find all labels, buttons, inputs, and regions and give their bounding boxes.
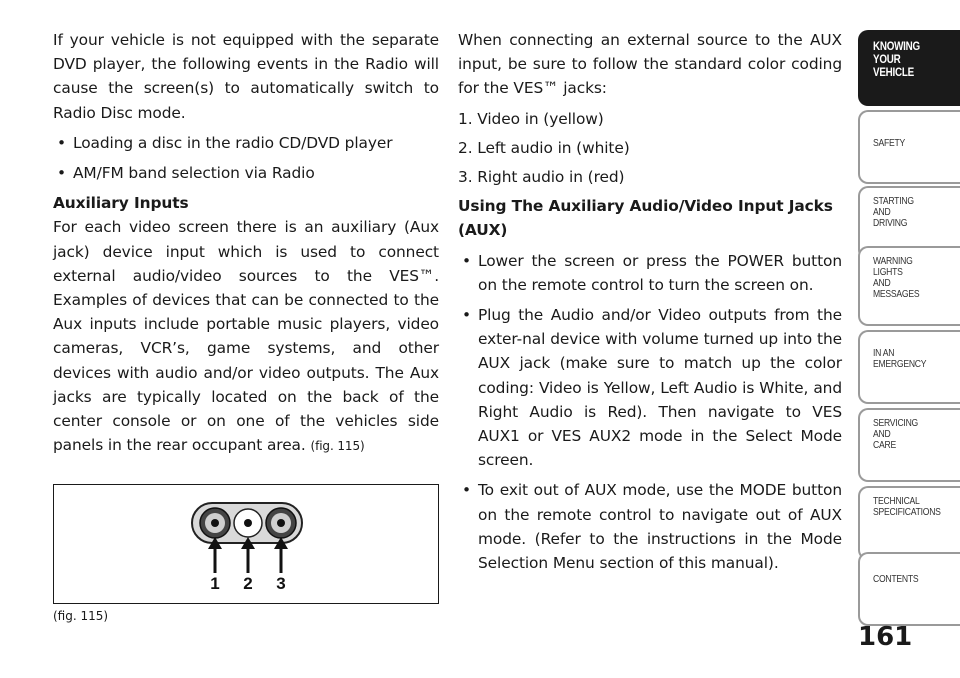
list-item: • Lower the screen or press the POWER button on the remote control to turn the screen on. — [458, 249, 842, 297]
aux-jacks-illustration — [54, 485, 438, 603]
right-column — [458, 28, 842, 581]
label-2: 2 — [243, 574, 253, 593]
tab-contents[interactable]: CONTENTS — [858, 552, 960, 626]
section-heading: Using The Auxiliary Audio/Video Input Jacks (AUX) — [458, 197, 833, 240]
tab-servicing-and-care[interactable]: SERVICING AND CARE — [858, 408, 960, 482]
aux-jacks-figure — [53, 484, 439, 604]
intro-paragraph: If your vehicle is not equipped with the separate DVD player, the following events in the Radio will cause the screen(s) to automatically switch to Radio Disc mode. — [53, 31, 439, 122]
chapter-tabs — [855, 0, 960, 678]
figure-reference: (fig. 115) — [310, 439, 365, 454]
list-item: • AM/FM band selection via Radio — [53, 161, 439, 185]
list-item: 3. Right audio in (red) — [458, 168, 625, 187]
left-column — [53, 28, 439, 464]
label-1: 1 — [210, 574, 220, 593]
color-coding-paragraph: When connecting an external source to the AUX input, be sure to follow the standard color coding for the VES™ jacks: — [458, 31, 842, 98]
tab-warning-lights[interactable]: WARNING LIGHTS AND MESSAGES — [858, 246, 960, 326]
list-item: • Loading a disc in the radio CD/DVD player — [53, 131, 439, 155]
section-heading: Auxiliary Inputs — [53, 194, 189, 213]
left-audio-jack-icon — [234, 509, 262, 537]
list-item: • Plug the Audio and/or Video outputs from the exter-nal device with volume turned up into the AUX jack (make sure to match up the color coding: Video is Yellow, Left Audio is White, and Right Audio is Red). Then navigate to VES AUX1 or VES AUX2 mode in the Select Mode screen. — [458, 303, 842, 472]
tab-technical-specifications[interactable]: TECHNICAL SPECIFICATIONS — [858, 486, 960, 560]
tab-in-an-emergency[interactable]: IN AN EMERGENCY — [858, 330, 960, 404]
page-number: 161 — [858, 622, 913, 652]
tab-safety[interactable]: SAFETY — [858, 110, 960, 184]
video-jack-icon — [200, 508, 230, 538]
list-item: • To exit out of AUX mode, use the MODE button on the remote control to navigate out of AUX mode. (Refer to the instructions in the Mode Selection Menu section of this manual). — [458, 478, 842, 575]
bullet-icon: • — [462, 481, 471, 500]
right-audio-jack-icon — [266, 508, 296, 538]
aux-paragraph: For each video screen there is an auxiliary (Aux jack) device input which is used to connect external audio/video sources to the VES™. Examples of devices that can be connected to the Aux inputs include portable music players, video cameras, VCR’s, game systems, and other devices with audio and/or video outputs. The Aux jacks are typically located on the back of the center console or on one of the vehicles side panels in the rear occupant area. (fig. 115) — [53, 218, 439, 455]
figure-caption: (fig. 115) — [53, 609, 109, 623]
bullet-icon: • — [462, 251, 471, 270]
tab-knowing-your-vehicle[interactable]: KNOWING YOUR VEHICLE — [858, 30, 960, 106]
label-3: 3 — [276, 574, 286, 593]
bullet-icon: • — [462, 306, 471, 325]
bullet-icon: • — [57, 164, 66, 183]
list-item: 1. Video in (yellow) — [458, 109, 604, 128]
list-item: 2. Left audio in (white) — [458, 138, 630, 157]
tab-starting-and-driving[interactable]: STARTING AND DRIVING — [858, 186, 960, 260]
bullet-icon: • — [57, 133, 66, 152]
